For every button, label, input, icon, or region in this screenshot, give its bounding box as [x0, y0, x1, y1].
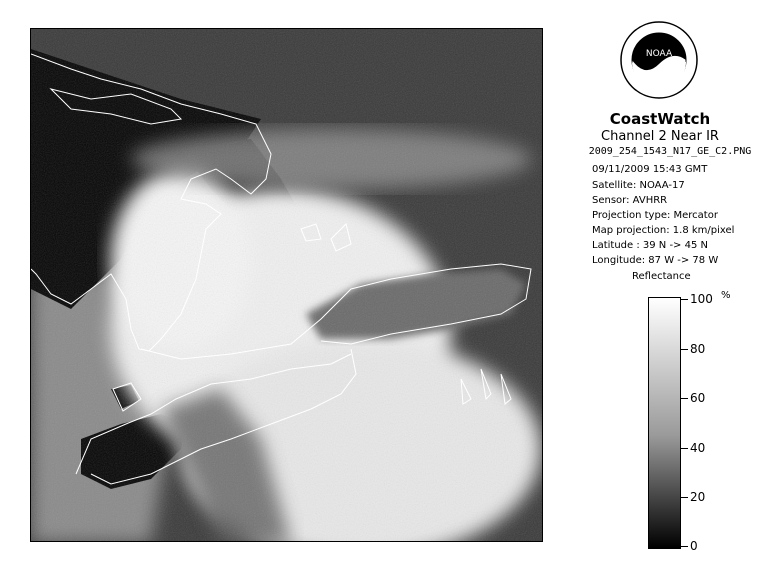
noaa-logo: [619, 20, 699, 100]
noaa-seal-icon: [619, 20, 699, 100]
tick-mark: [681, 349, 688, 350]
image-texture: [31, 29, 543, 542]
channel-subtitle: Channel 2 Near IR: [601, 129, 719, 144]
tick-label-60: 60: [690, 391, 706, 405]
app-title: CoastWatch: [609, 110, 711, 128]
metadata-longitude: Longitude: 87 W -> 78 W: [592, 255, 719, 266]
metadata-satellite: Satellite: NOAA-17: [592, 180, 685, 191]
satellite-image-svg: [31, 29, 543, 542]
metadata-latitude: Latitude : 39 N -> 45 N: [592, 240, 708, 251]
metadata-sensor: Sensor: AVHRR: [592, 195, 668, 206]
tick-label-40: 40: [690, 441, 706, 455]
tick-mark: [681, 546, 688, 547]
metadata-projection-type: Projection type: Mercator: [592, 210, 718, 221]
noaa-logo-text: NOAA: [645, 49, 673, 59]
file-name: 2009_254_1543_N17_GE_C2.PNG: [588, 146, 752, 157]
tick-mark: [681, 497, 688, 498]
metadata-datetime: 09/11/2009 15:43 GMT: [592, 164, 708, 175]
metadata-map-projection: Map projection: 1.8 km/pixel: [592, 225, 735, 236]
tick-mark: [681, 299, 688, 300]
tick-mark: [681, 448, 688, 449]
tick-mark: [681, 398, 688, 399]
tick-label-0: 0: [690, 539, 698, 553]
reflectance-colorbar: [648, 297, 681, 549]
legend-unit: %: [721, 290, 731, 301]
tick-label-80: 80: [690, 342, 706, 356]
legend-title: Reflectance: [632, 271, 691, 282]
satellite-image: [30, 28, 543, 542]
tick-label-100: 100: [690, 292, 713, 306]
tick-label-20: 20: [690, 490, 706, 504]
